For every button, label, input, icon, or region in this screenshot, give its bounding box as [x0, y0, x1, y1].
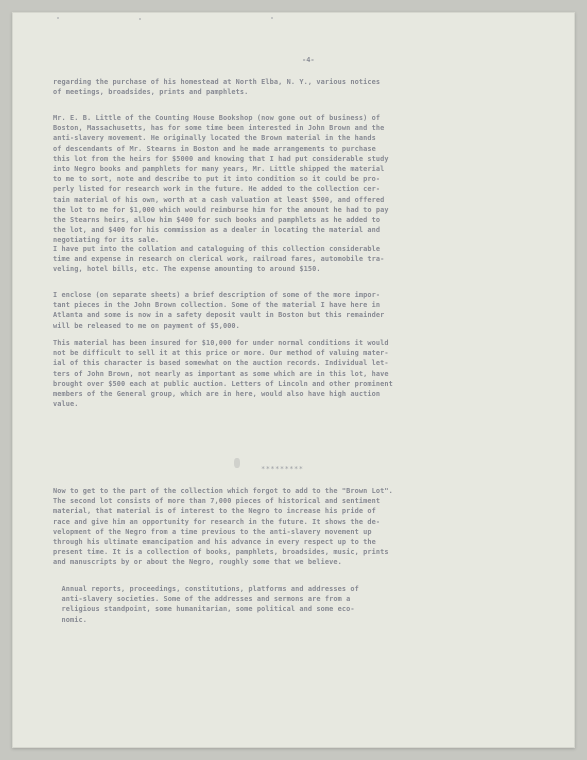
paragraph-1: regarding the purchase of his homestead at North Elba, N. Y., various notices of meetings, broadsides, prints and pamphlets.: [53, 78, 381, 97]
paragraph-4: I enclose (on separate sheets) a brief description of some of the more impor- tant pieces in the John Brown collection. Some of the material I have here in Atlanta and some is now in a safety deposit vault in Boston but this remainder will be released to me on payment of $5,000.: [53, 291, 385, 330]
paper-speck: [271, 17, 273, 19]
page-number: -4-: [302, 56, 315, 64]
paper-speck: [57, 17, 59, 19]
section-divider: *********: [261, 465, 304, 473]
paragraph-2: Mr. E. B. Little of the Counting House Bookshop (now gone out of business) of Boston, Massachusetts, has for some time been interested in John Brown and the anti-slavery movement. He originally located the Brown material in the hands of descendants of Mr. Stearns in Boston and he made arrangements to purchase this lot from the heirs for $5000 and knowing that I had put considerable study into Negro books and pamphlets for many years, Mr. Little shipped the material to me to sort, note and describe to put it into condition so it could be pro- perly listed for research work in the future. He added to the collection cer- tain material of his own, worth at a cash valuation at least $500, and offered the lot to me for $1,000 which would reimburse him for the amount he had to pay the Stearns heirs, allow him $400 for such books and pamphlets as he added to the lot, and $400 for his commission as a dealer in locating the material and negotiating for its sale.: [53, 114, 389, 245]
paper-speck: [139, 18, 141, 20]
paragraph-7: Annual reports, proceedings, constitutions, platforms and addresses of anti-slavery societies. Some of the addresses and sermons are from a religious standpoint, some humanitarian, some political and some eco- nomic.: [61, 585, 359, 624]
paragraph-6: Now to get to the part of the collection which forgot to add to the "Brown Lot". The second lot consists of more than 7,000 pieces of historical and sentiment material, that material is of interest to the Negro to increase his pride of race and give him an opportunity for research in the future. It shows the de- velopment of the Negro from a time previous to the anti-slavery movement up through his ultimate emancipation and his advance in every respect up to the present time. It is a collection of books, pamphlets, broadsides, music, prints and manuscripts by or about the Negro, roughly some that we believe.: [53, 487, 393, 567]
paragraph-5: This material has been insured for $10,000 for under normal conditions it would not be difficult to sell it at this price or more. Our method of valuing mater- ial of this character is based somewhat on the auction records. Individual let- ters of John Brown, not nearly as important as some which are in this lot, have brought over $500 each at public auction. Letters of Lincoln and other prominent members of the General group, which are in here, would also have high auction value.: [53, 339, 393, 409]
paragraph-3: I have put into the collation and cataloguing of this collection considerable time and expense in research on clerical work, railroad fares, automobile tra- veling, hotel bills, etc. The expense amounting to around $150.: [53, 245, 385, 274]
ink-smudge: [234, 458, 240, 468]
